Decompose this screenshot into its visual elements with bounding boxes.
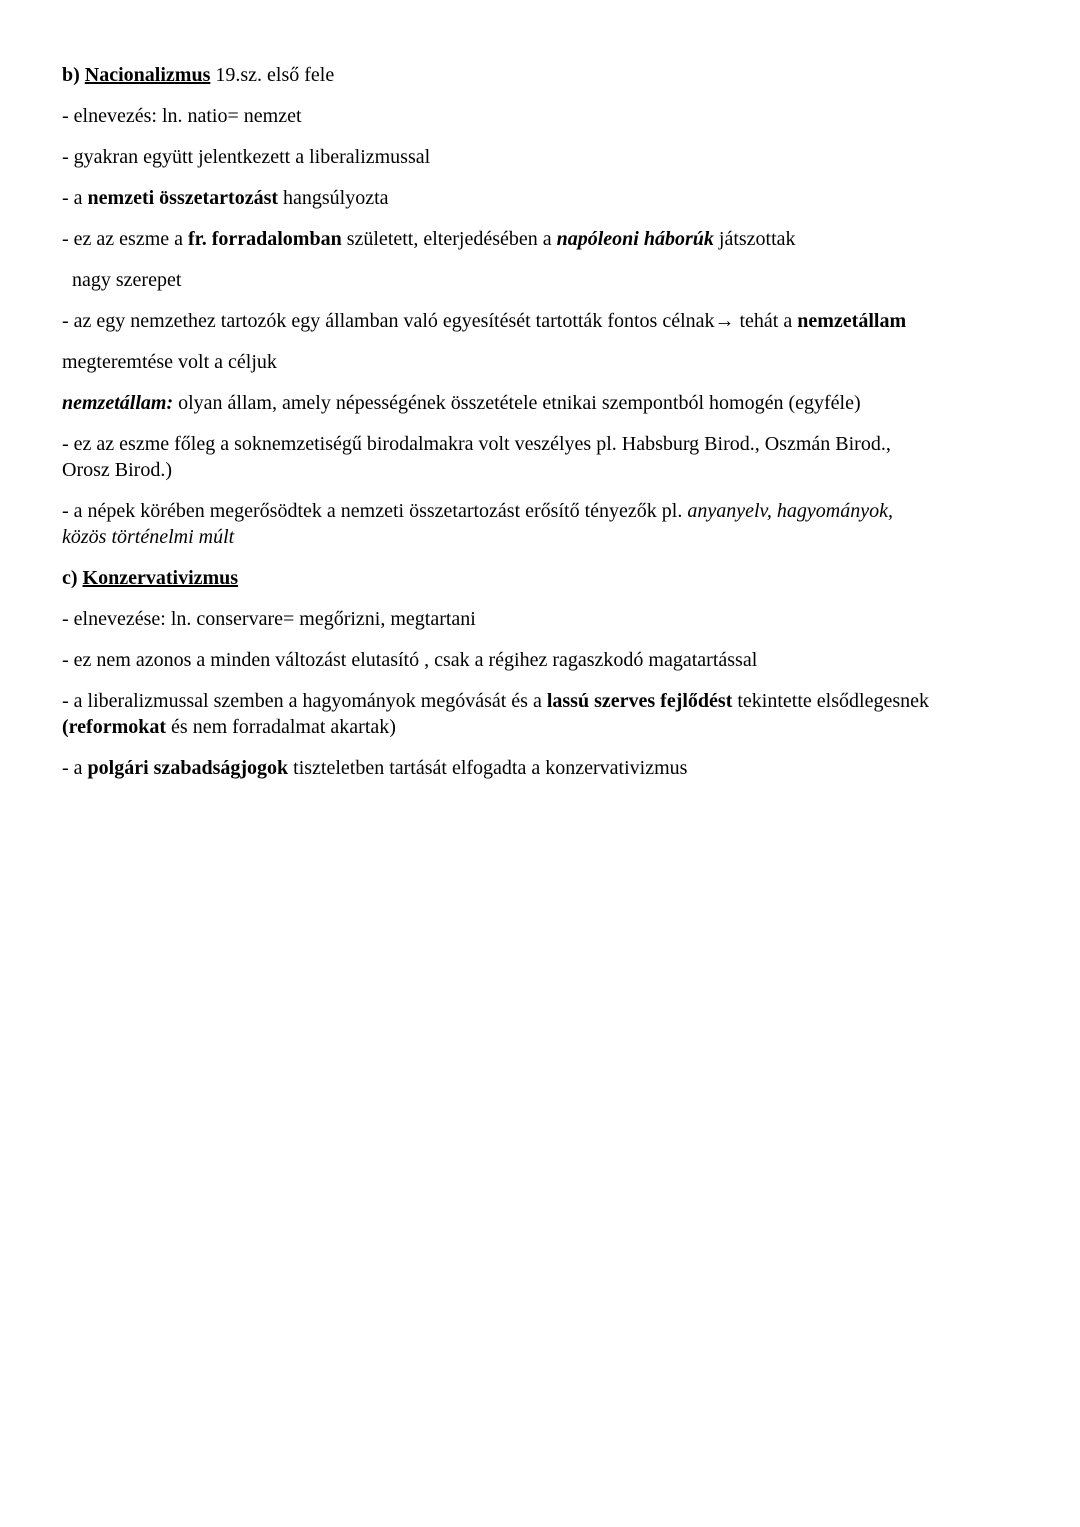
emphasis-text: napóleoni háborúk: [556, 228, 714, 250]
bullet-birodalmak: [62, 431, 1020, 483]
text-run: - a népek körében megerősödtek a nemzeti összetartozást erősítő tényezők pl.: [62, 500, 688, 522]
bullet-nem-azonos: [62, 647, 1020, 673]
text-run: tiszteletben tartását elfogadta a konzervativizmus: [288, 757, 688, 779]
bullet-elnevezes: [62, 103, 1020, 129]
text-run: Orosz Birod.): [62, 459, 172, 481]
emphasis-text: nemzeti összetartozást: [87, 187, 279, 209]
text-run: - gyakran együtt jelentkezett a liberalizmussal: [62, 146, 431, 168]
text-run: - a: [62, 187, 88, 209]
bullet-nemzetallam-cel: [62, 308, 1020, 334]
underlined-term: Nacionalizmus: [84, 64, 211, 86]
text-run: tekintette elsődlegesnek: [732, 690, 929, 712]
heading-konzervativizmus: [62, 565, 1020, 591]
definition-nemzetallam: [62, 390, 1020, 416]
bullet-osszetartozas: [62, 185, 1020, 211]
text-run: - a: [62, 757, 88, 779]
text-run: hangsúlyozta: [278, 187, 389, 209]
emphasis-text: fr. forradalomban: [188, 228, 342, 250]
underlined-term: Konzervativizmus: [82, 567, 239, 589]
text-run: - ez az eszme a: [62, 228, 189, 250]
text-run: - ez az eszme főleg a soknemzetiségű birodalmakra volt veszélyes pl. Habsburg Birod., Oszmán Birod.,: [62, 433, 891, 455]
bullet-forradalom: [62, 226, 1020, 252]
text-run: nagy szerepet: [72, 269, 182, 291]
text-run: és nem forradalmat akartak): [166, 716, 396, 738]
text-run: játszottak: [713, 228, 796, 250]
bullet-elnevezese-conservare: [62, 606, 1020, 632]
emphasis-text: nemzetállam:: [62, 392, 174, 414]
text-run: - az egy nemzethez tartozók egy államban való egyesítését tartották fontos célnak→ tehát a: [62, 310, 798, 332]
text-run: - elnevezés: ln. natio= nemzet: [62, 105, 302, 127]
document-content: [62, 62, 1020, 781]
text-run: - a liberalizmussal szemben a hagyományok megóvását és a: [62, 690, 547, 712]
emphasis-text: b): [62, 64, 85, 86]
emphasis-text: c): [62, 567, 83, 589]
bullet-nepek-koreben: [62, 498, 1020, 550]
text-run: olyan állam, amely népességének összetétele etnikai szempontból homogén (egyféle): [173, 392, 861, 414]
continuation-megteremtese: [62, 349, 1020, 375]
text-run: - ez nem azonos a minden változást elutasító , csak a régihez ragaszkodó magatartással: [62, 649, 758, 671]
continuation-nagy-szerepet: [62, 267, 1020, 293]
emphasis-text: anyanyelv, hagyományok,: [687, 500, 893, 522]
emphasis-text: lassú szerves fejlődést: [546, 690, 733, 712]
text-run: - elnevezése: ln. conservare= megőrizni, megtartani: [62, 608, 476, 630]
emphasis-text: (reformokat: [62, 716, 167, 738]
text-run: 19.sz. első fele: [210, 64, 335, 86]
emphasis-text: közös történelmi múlt: [62, 526, 235, 548]
text-run: született, elterjedésében a: [341, 228, 557, 250]
heading-nacionalizmus: [62, 62, 1020, 88]
emphasis-text: nemzetállam: [797, 310, 907, 332]
text-run: megteremtése volt a céljuk: [62, 351, 277, 373]
bullet-lassu-fejlodes: [62, 688, 1020, 740]
emphasis-text: polgári szabadságjogok: [87, 757, 289, 779]
bullet-szabadsagjogok: [62, 755, 1020, 781]
bullet-liberalizmussal: [62, 144, 1020, 170]
